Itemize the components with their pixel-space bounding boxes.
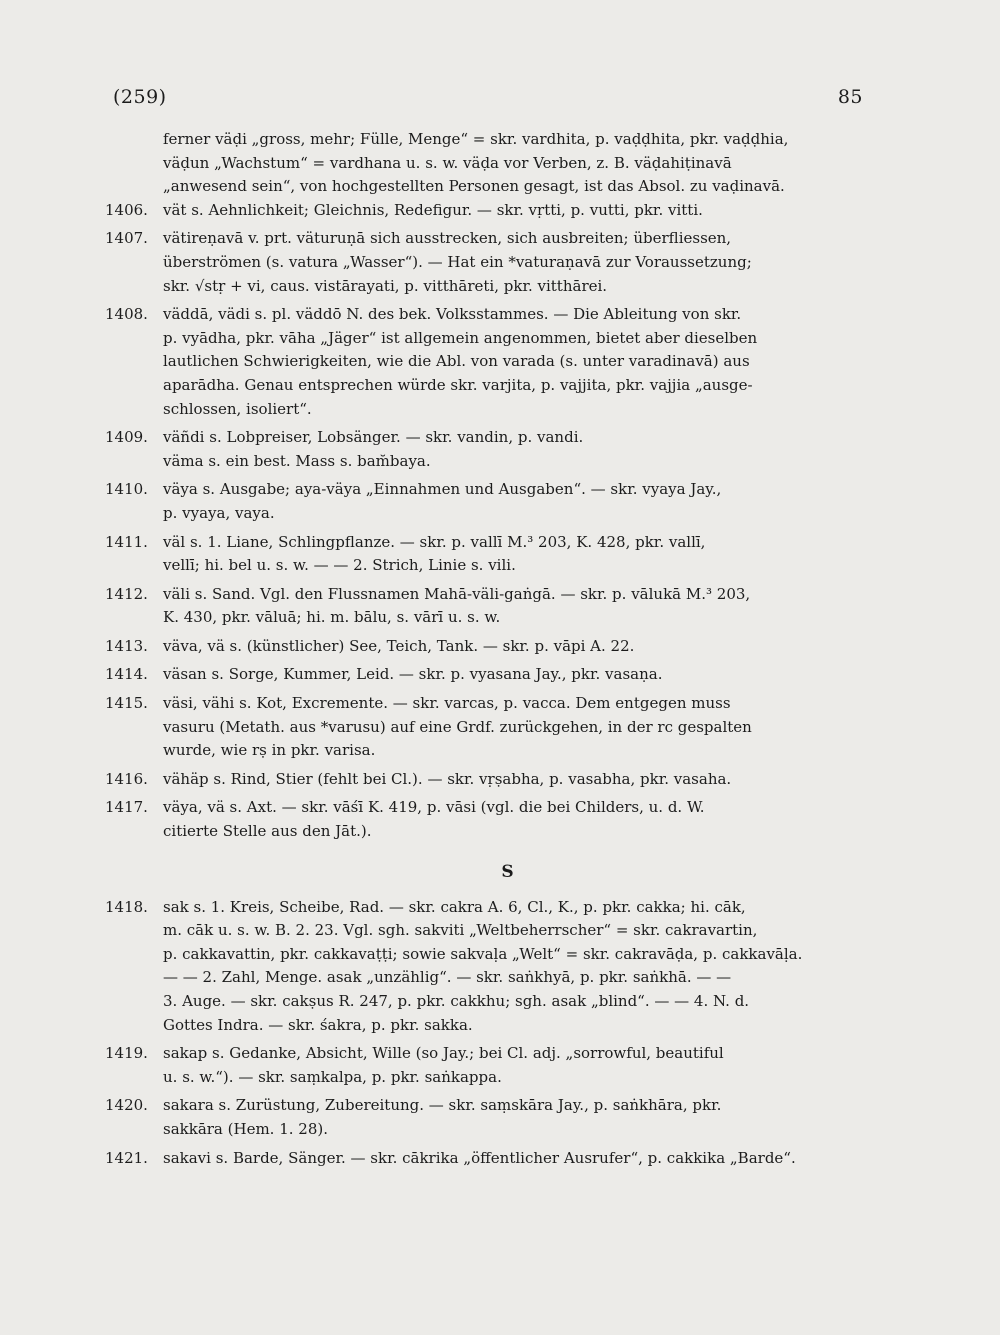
dictionary-entry: [105, 692, 870, 763]
entry-text: väddā, vädi s. pl. väddō N. des bek. Volksstammes. — Die Ableitung von skr. p. vyādha, pkr. vāha „Jäger“ ist allgemein angenommen, bietet aber dieselben lautlichen Schwierigkeiten, wie die Abl. von varada (s. unter varadinavā) aus aparādha. Genau entsprechen würde skr. varjita, p. vajjita, pkr. vajjia „ausge- schlossen, isoliert“.: [163, 305, 758, 418]
entry-number: 1412.: [105, 584, 148, 603]
entry-list: [105, 478, 870, 843]
dictionary-entry: [105, 199, 870, 223]
entry-list: [105, 199, 870, 450]
entry-text: väsi, vähi s. Kot, Excremente. — skr. varcas, p. vacca. Dem entgegen muss vasuru (Metath. aus *varusu) auf eine Grdf. zurückgehen, in der rc gespalten wurde, wie rṣ in pkr. varisa.: [163, 694, 752, 760]
subentry-vama: väma s. ein best. Mass s. bam̆baya.: [163, 451, 431, 470]
entry-number: 1410.: [105, 480, 148, 499]
dictionary-entry: [105, 663, 870, 687]
dictionary-entry: [105, 583, 870, 630]
entry-number: 1417.: [105, 798, 148, 817]
entry-text: sak s. 1. Kreis, Scheibe, Rad. — skr. cakra A. 6, Cl., K., p. pkr. cakka; hi. cāk, m. cāk u. s. w. B. 2. 23. Vgl. sgh. sakviti „Weltbeherrscher“ = skr. cakravartin, p. cakkavattin, pkr. cakkavaṭṭi; sowie sakvaḷa „Welt“ = skr. cakravāḍa, p. cakkavāḷa. — — 2. Zahl, Menge. asak „unzählig“. — skr. saṅkhyā, p. pkr. saṅkhā. — — 3. Auge. — skr. cakṣus R. 247, p. pkr. cakkhu; sgh. asak „blind“. — — 4. N. d. Gottes Indra. — skr. śakra, p. pkr. sakka.: [163, 897, 803, 1034]
entry-number: 1409.: [105, 428, 148, 447]
entry-text: sakap s. Gedanke, Absicht, Wille (so Jay.; bei Cl. adj. „sorrowful, beautiful u. s. w.“). — skr. saṃkalpa, p. pkr. saṅkappa.: [163, 1044, 724, 1086]
dictionary-entry: [105, 1147, 870, 1171]
entry-list: [105, 896, 870, 1171]
entry-text: väya, vä s. Axt. — skr. vāśī K. 419, p. vāsi (vgl. die bei Childers, u. d. W. citierte Stelle aus den Jāt.).: [163, 798, 705, 841]
page-signature: (259): [113, 86, 167, 108]
entry-number: 1411.: [105, 532, 148, 551]
entry-text: väl s. 1. Liane, Schlingpflanze. — skr. p. vallī M.³ 203, K. 428, pkr. vallī, vellī; hi. bel u. s. w. — — 2. Strich, Linie s. vili.: [163, 532, 706, 575]
entry-number: 1414.: [105, 665, 148, 684]
entry-text: vähäp s. Rind, Stier (fehlt bei Cl.). — skr. vṛṣabha, p. vasabha, pkr. vasaha.: [163, 769, 732, 788]
continuation-paragraph: ferner väḍi „gross, mehr; Fülle, Menge“ = skr. vardhita, p. vaḍḍhita, pkr. vaḍḍhia, väḍun „Wachstum“ = vardhana u. s. w. väḍa vor Verben, z. B. väḍahiṭinavā „anwesend sein“, von hochgestellten Personen gesagt, ist das Absol. zu vaḍinavā.: [163, 130, 789, 196]
dictionary-entry: [105, 531, 870, 578]
dictionary-entry: [105, 1042, 870, 1089]
dictionary-entry: [105, 478, 870, 525]
entry-text: väli s. Sand. Vgl. den Flussnamen Mahā-väli-gaṅgā. — skr. p. vālukā M.³ 203, K. 430, pkr. vāluā; hi. m. bālu, s. vārī u. s. w.: [163, 584, 751, 627]
dictionary-entry: [105, 896, 870, 1038]
entry-number: 1420.: [105, 1096, 148, 1115]
entry-text: sakara s. Zurüstung, Zubereitung. — skr. saṃskāra Jay., p. saṅkhāra, pkr. sakkāra (Hem. 1. 28).: [163, 1096, 722, 1138]
entry-text: vätireṇavā v. prt. väturuṇā sich ausstrecken, sich ausbreiten; überfliessen, überströmen (s. vatura „Wasser“). — Hat ein *vaturaṇavā zur Voraussetzung; skr. √stṛ + vi, caus. vistārayati, p. vitthāreti, pkr. vitthārei.: [163, 229, 752, 295]
entry-number: 1419.: [105, 1044, 148, 1063]
entry-number: 1413.: [105, 636, 148, 655]
dictionary-entry: [105, 227, 870, 298]
dictionary-entry: [105, 635, 870, 659]
entry-number: 1408.: [105, 305, 148, 324]
page-body: [105, 128, 870, 1170]
entry-text: sakavi s. Barde, Sänger. — skr. cākrika „öffentlicher Ausrufer“, p. cakkika „Barde“.: [163, 1148, 796, 1167]
dictionary-entry: [105, 303, 870, 421]
entry-number: 1416.: [105, 769, 148, 788]
entry-number: 1406.: [105, 200, 148, 219]
entry-text: väva, vä s. (künstlicher) See, Teich, Tank. — skr. p. vāpi A. 22.: [163, 636, 635, 655]
entry-number: 1415.: [105, 694, 148, 713]
page-number: 85: [837, 86, 863, 108]
entry-text: väsan s. Sorge, Kummer, Leid. — skr. p. vyasana Jay., pkr. vasaṇa.: [163, 665, 663, 684]
entry-number: 1407.: [105, 229, 148, 248]
dictionary-entry: [105, 796, 870, 843]
entry-text: väya s. Ausgabe; aya-väya „Einnahmen und Ausgaben“. — skr. vyaya Jay., p. vyaya, vaya.: [163, 480, 722, 522]
entry-number: 1418.: [105, 897, 148, 916]
entry-number: 1421.: [105, 1148, 148, 1167]
dictionary-entry: [105, 1094, 870, 1141]
dictionary-entry: [105, 426, 870, 450]
entry-text: väñdi s. Lobpreiser, Lobsänger. — skr. vandin, p. vandi.: [163, 428, 584, 447]
dictionary-entry: [105, 768, 870, 792]
section-heading: S: [501, 861, 514, 882]
entry-text: vät s. Aehnlichkeit; Gleichnis, Redefigur. — skr. vṛtti, p. vutti, pkr. vitti.: [163, 200, 703, 219]
